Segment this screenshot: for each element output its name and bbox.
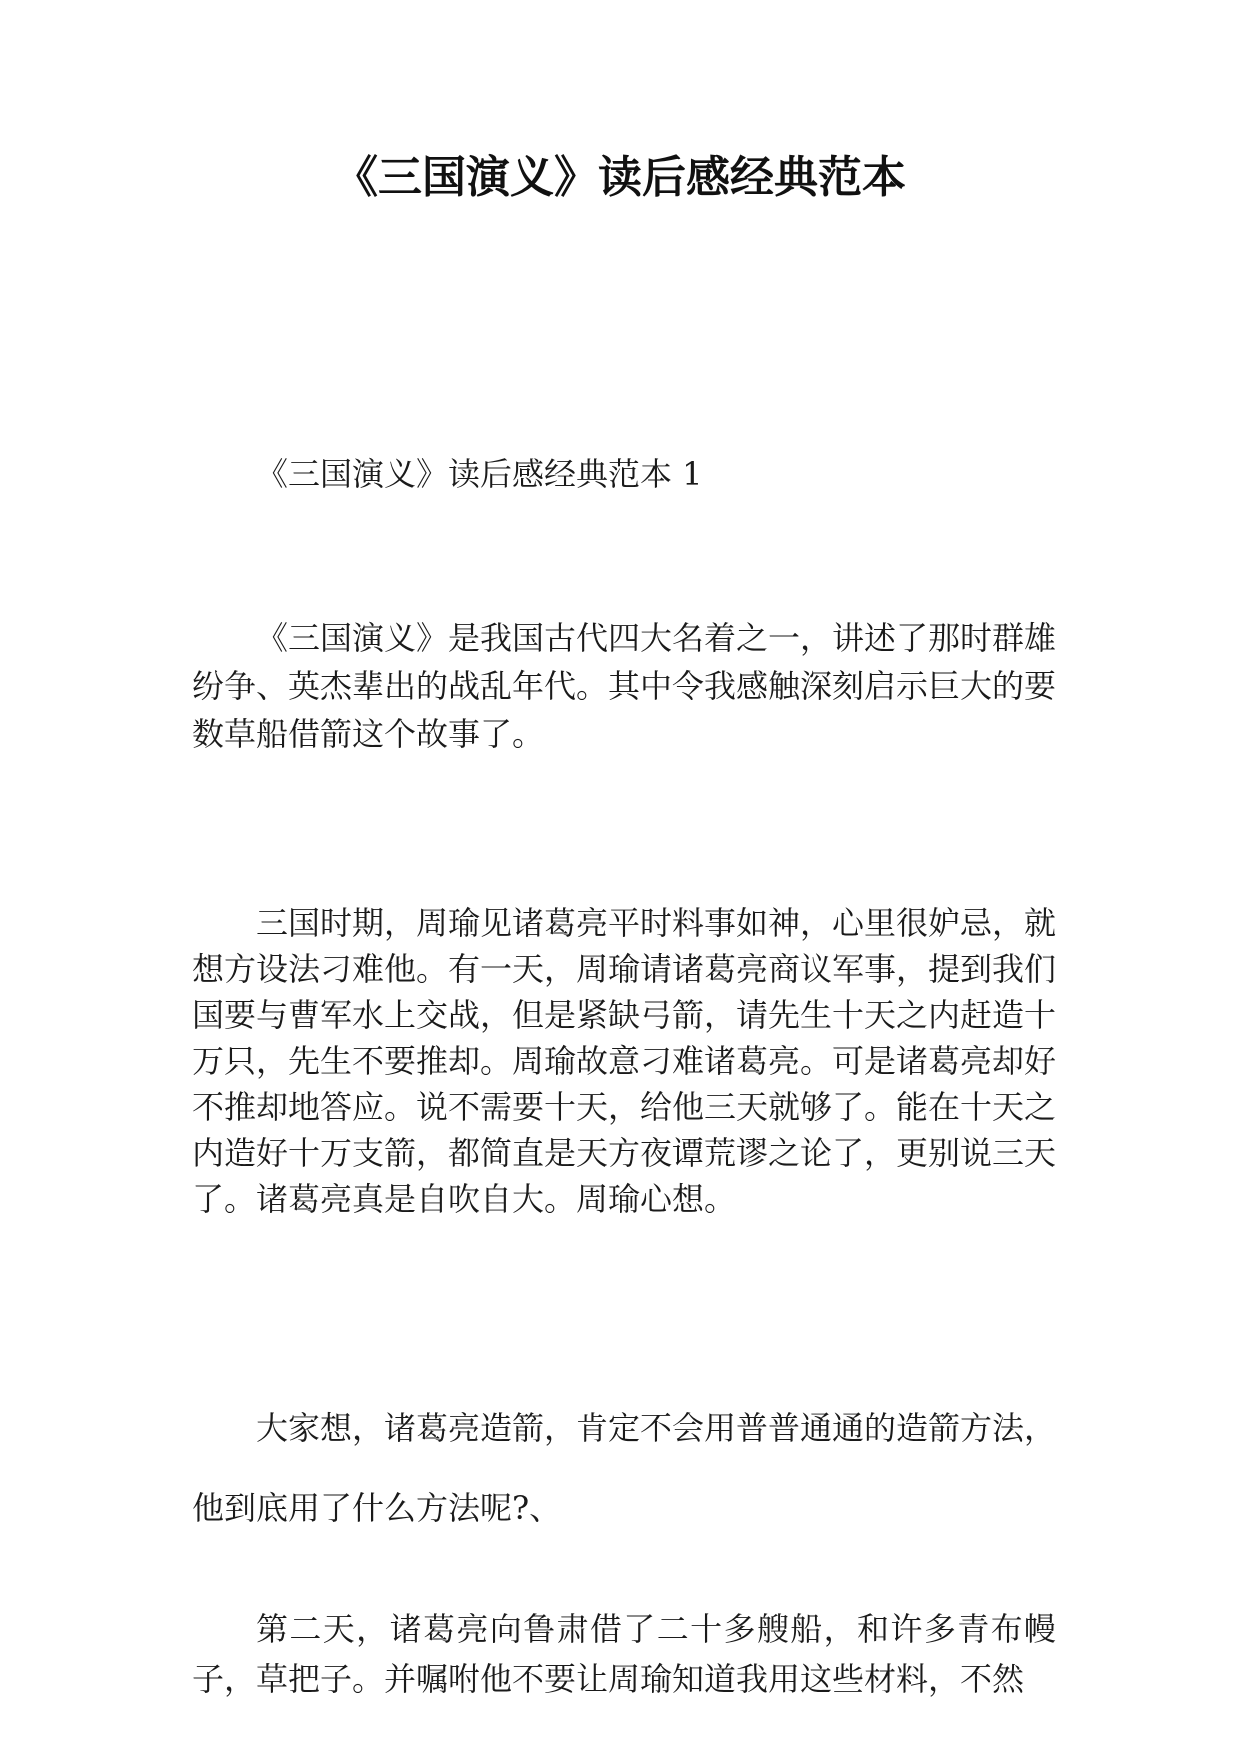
section-heading: 《三国演义》读后感经典范本 1 [256,455,703,493]
document-title: 《三国演义》读后感经典范本 [334,152,906,203]
paragraph-1: 《三国演义》是我国古代四大名着之一，讲述了那时群雄纷争、英杰辈出的战乱年代。其中令我感触深刻启示巨大的要数草船借箭这个故事了。 [192,619,1057,753]
paragraph-2: 三国时期，周瑜见诸葛亮平时料事如神，心里很妒忌，就想方设法刁难他。有一天，周瑜请诸葛亮商议军事，提到我们国要与曹军水上交战，但是紧缺弓箭，请先生十天之内赶造十万只，先生不要推却。周瑜故意刁难诸葛亮。可是诸葛亮却好不推却地答应。说不需要十天，给他三天就够了。能在十天之内造好十万支箭，都简直是天方夜谭荒谬之论了，更别说三天了。诸葛亮真是自吹自大。周瑜心想。 [192,904,1057,1218]
paragraph-3: 大家想，诸葛亮造箭，肯定不会用普普通通的造箭方法，他到底用了什么方法呢?、 [192,1409,1057,1527]
paragraph-4: 第二天，诸葛亮向鲁肃借了二十多艘船，和许多青布幔子，草把子。并嘱咐他不要让周瑜知道我用这些材料，不然 [192,1610,1056,1698]
